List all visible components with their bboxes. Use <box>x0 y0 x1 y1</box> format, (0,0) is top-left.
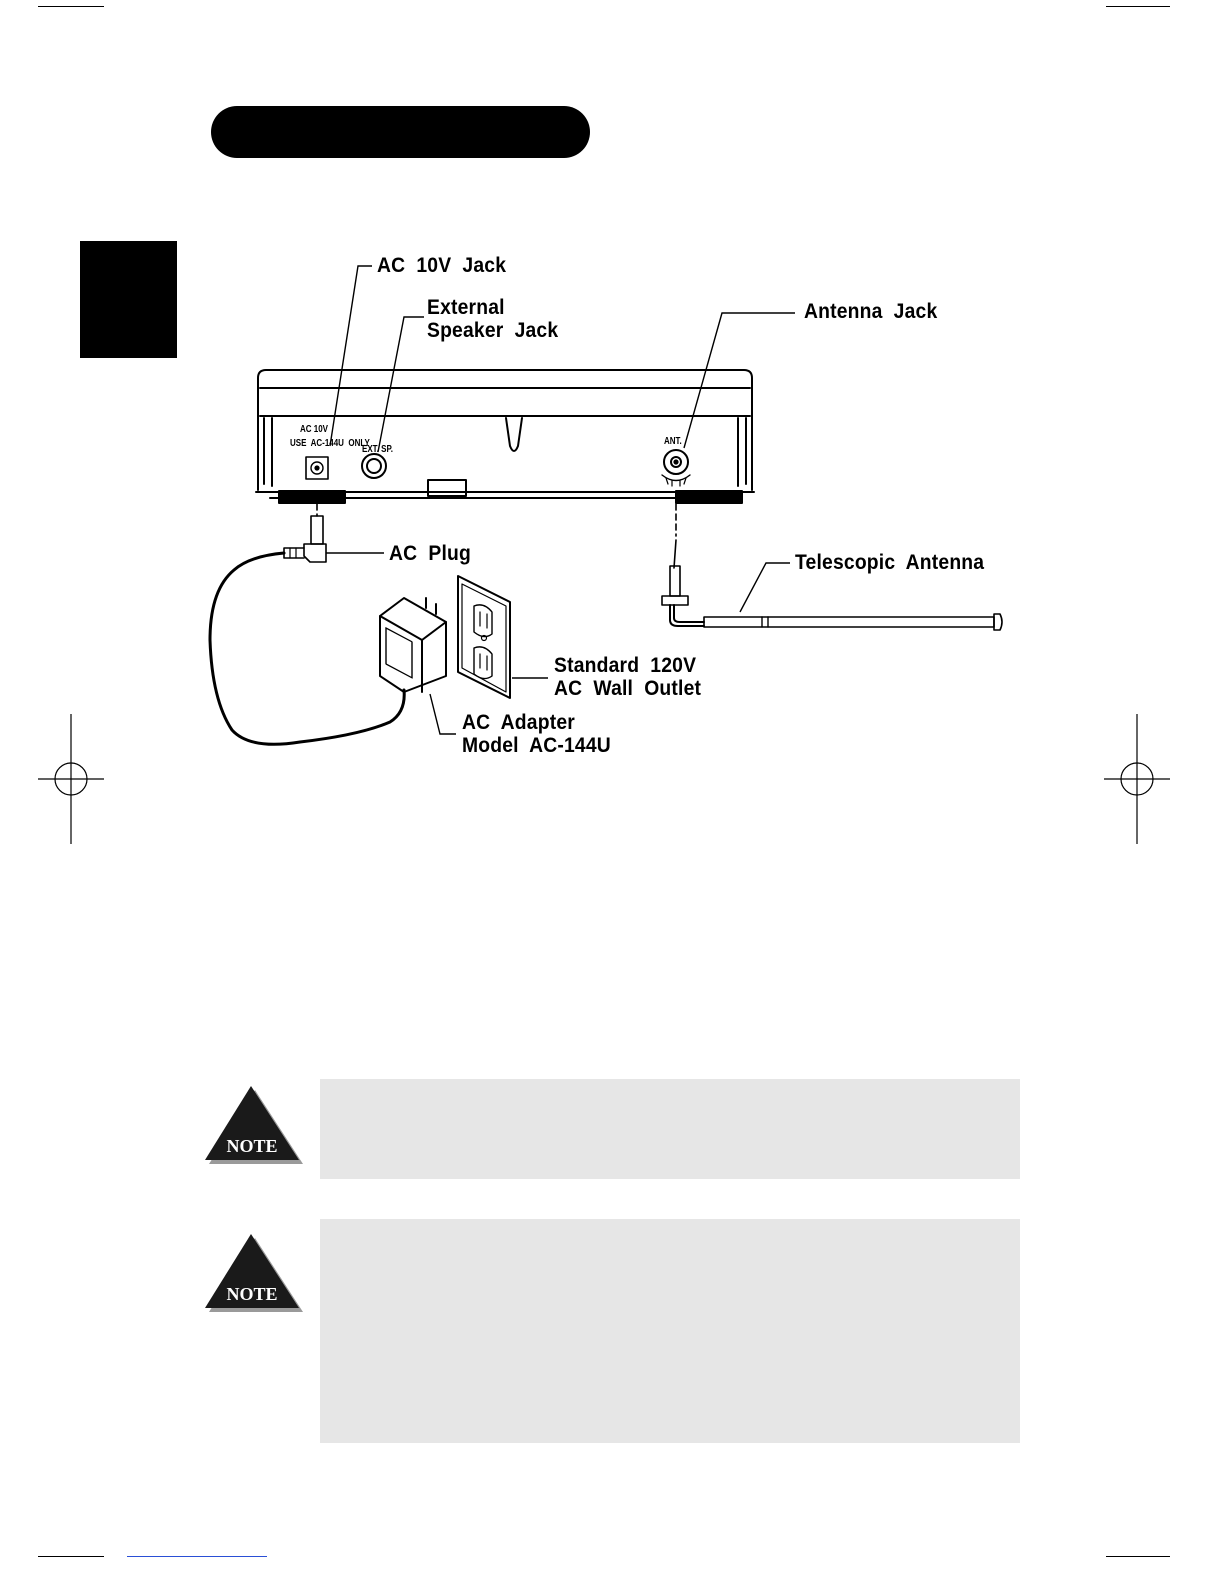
ext-speaker-jack-callout: External Speaker Jack <box>427 296 559 342</box>
antenna-jack-callout: Antenna Jack <box>804 300 938 323</box>
crop-mark <box>38 1556 104 1557</box>
ant-label: ANT. <box>664 436 682 447</box>
note-icon-label: NOTE <box>226 1136 278 1156</box>
ext-sp-label: EXT. SP. <box>362 444 393 455</box>
ac-plug-callout: AC Plug <box>389 542 471 565</box>
note-box-2 <box>320 1219 1020 1443</box>
ac-adapter-callout: AC Adapter Model AC-144U <box>462 711 611 757</box>
telescopic-antenna-callout: Telescopic Antenna <box>795 551 985 574</box>
note-icon-label: NOTE <box>226 1284 278 1304</box>
note-icon <box>200 1232 306 1316</box>
adapter-warning-label: USE AC-144U ONLY <box>290 438 370 449</box>
wall-outlet-callout: Standard 120V AC Wall Outlet <box>554 654 702 700</box>
note-box-1 <box>320 1079 1020 1179</box>
note-icon <box>200 1084 306 1168</box>
crop-mark <box>127 1556 267 1557</box>
base-unit <box>256 370 754 498</box>
crop-mark <box>1106 1556 1170 1557</box>
ac-rating-label: AC 10V <box>300 424 329 435</box>
ac-jack-callout: AC 10V Jack <box>377 254 507 277</box>
